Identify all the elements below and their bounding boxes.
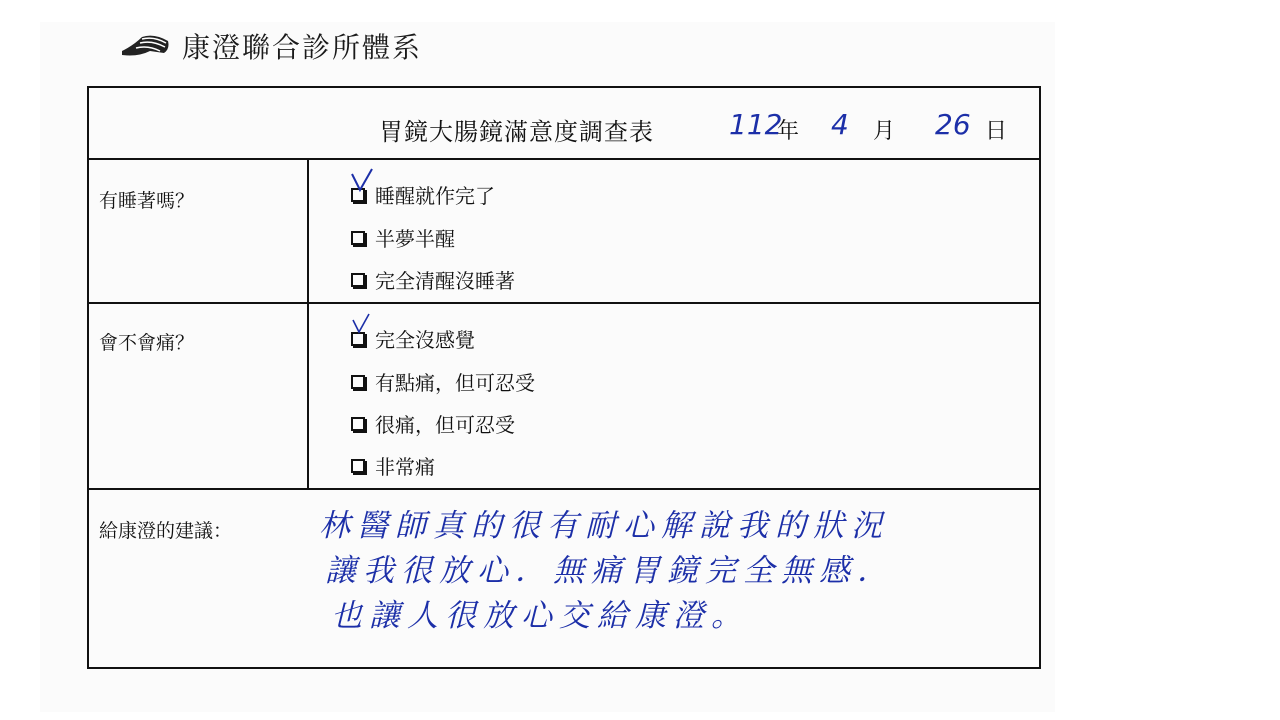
survey-form — [87, 86, 1041, 669]
section-pain — [89, 304, 1039, 490]
form-title-row — [89, 88, 1039, 160]
option-label: 很痛，但可忍受 — [375, 413, 515, 437]
clinic-header — [120, 26, 422, 66]
checkbox[interactable] — [351, 273, 365, 287]
form-title: 胃鏡大腸鏡滿意度調查表 — [379, 118, 654, 146]
checkmark-icon — [349, 168, 375, 194]
clinic-name: 康澄聯合診所體系 — [182, 31, 423, 64]
checkmark-icon — [349, 312, 375, 338]
date-day-value: 26 — [935, 108, 971, 141]
checkbox[interactable] — [351, 332, 365, 346]
checkbox[interactable] — [351, 188, 365, 202]
option-label: 非常痛 — [375, 455, 435, 479]
column-divider — [307, 160, 309, 302]
option-pain-2[interactable] — [351, 409, 515, 438]
suggestion-line-2: 讓我很放心．無痛胃鏡完全無感． — [325, 553, 895, 589]
checkbox[interactable] — [351, 231, 365, 245]
date-month-value: 4 — [831, 108, 849, 141]
date-day-unit: 日 — [985, 119, 1008, 144]
checkbox[interactable] — [351, 417, 365, 431]
checkbox[interactable] — [351, 375, 365, 389]
suggestion-line-3: 也讓人很放心交給康澄。 — [331, 598, 749, 634]
option-sleep-2[interactable] — [351, 265, 515, 294]
option-sleep-0[interactable] — [351, 180, 495, 209]
option-label: 半夢半醒 — [375, 227, 455, 251]
section-sleep — [89, 160, 1039, 304]
option-pain-1[interactable] — [351, 367, 535, 396]
checkbox[interactable] — [351, 459, 365, 473]
section-suggestion-label: 給康澄的建議： — [99, 520, 233, 542]
option-label: 有點痛，但可忍受 — [375, 371, 535, 395]
clinic-logo-icon — [120, 31, 172, 61]
option-label: 完全沒感覺 — [375, 328, 475, 352]
date-year-unit: 年 — [777, 119, 800, 144]
column-divider — [307, 304, 309, 488]
date-month-unit: 月 — [873, 119, 896, 144]
section-sleep-label: 有睡著嗎？ — [99, 190, 195, 212]
option-sleep-1[interactable] — [351, 223, 455, 252]
section-pain-label: 會不會痛？ — [99, 332, 195, 354]
option-label: 完全清醒沒睡著 — [375, 269, 515, 293]
option-pain-3[interactable] — [351, 451, 435, 480]
option-pain-0[interactable] — [351, 324, 475, 353]
suggestion-line-1: 林醫師真的很有耐心解說我的狀況 — [319, 508, 889, 544]
date-year-value: 112 — [729, 108, 783, 141]
section-suggestion — [89, 490, 1039, 667]
option-label: 睡醒就作完了 — [375, 184, 495, 208]
